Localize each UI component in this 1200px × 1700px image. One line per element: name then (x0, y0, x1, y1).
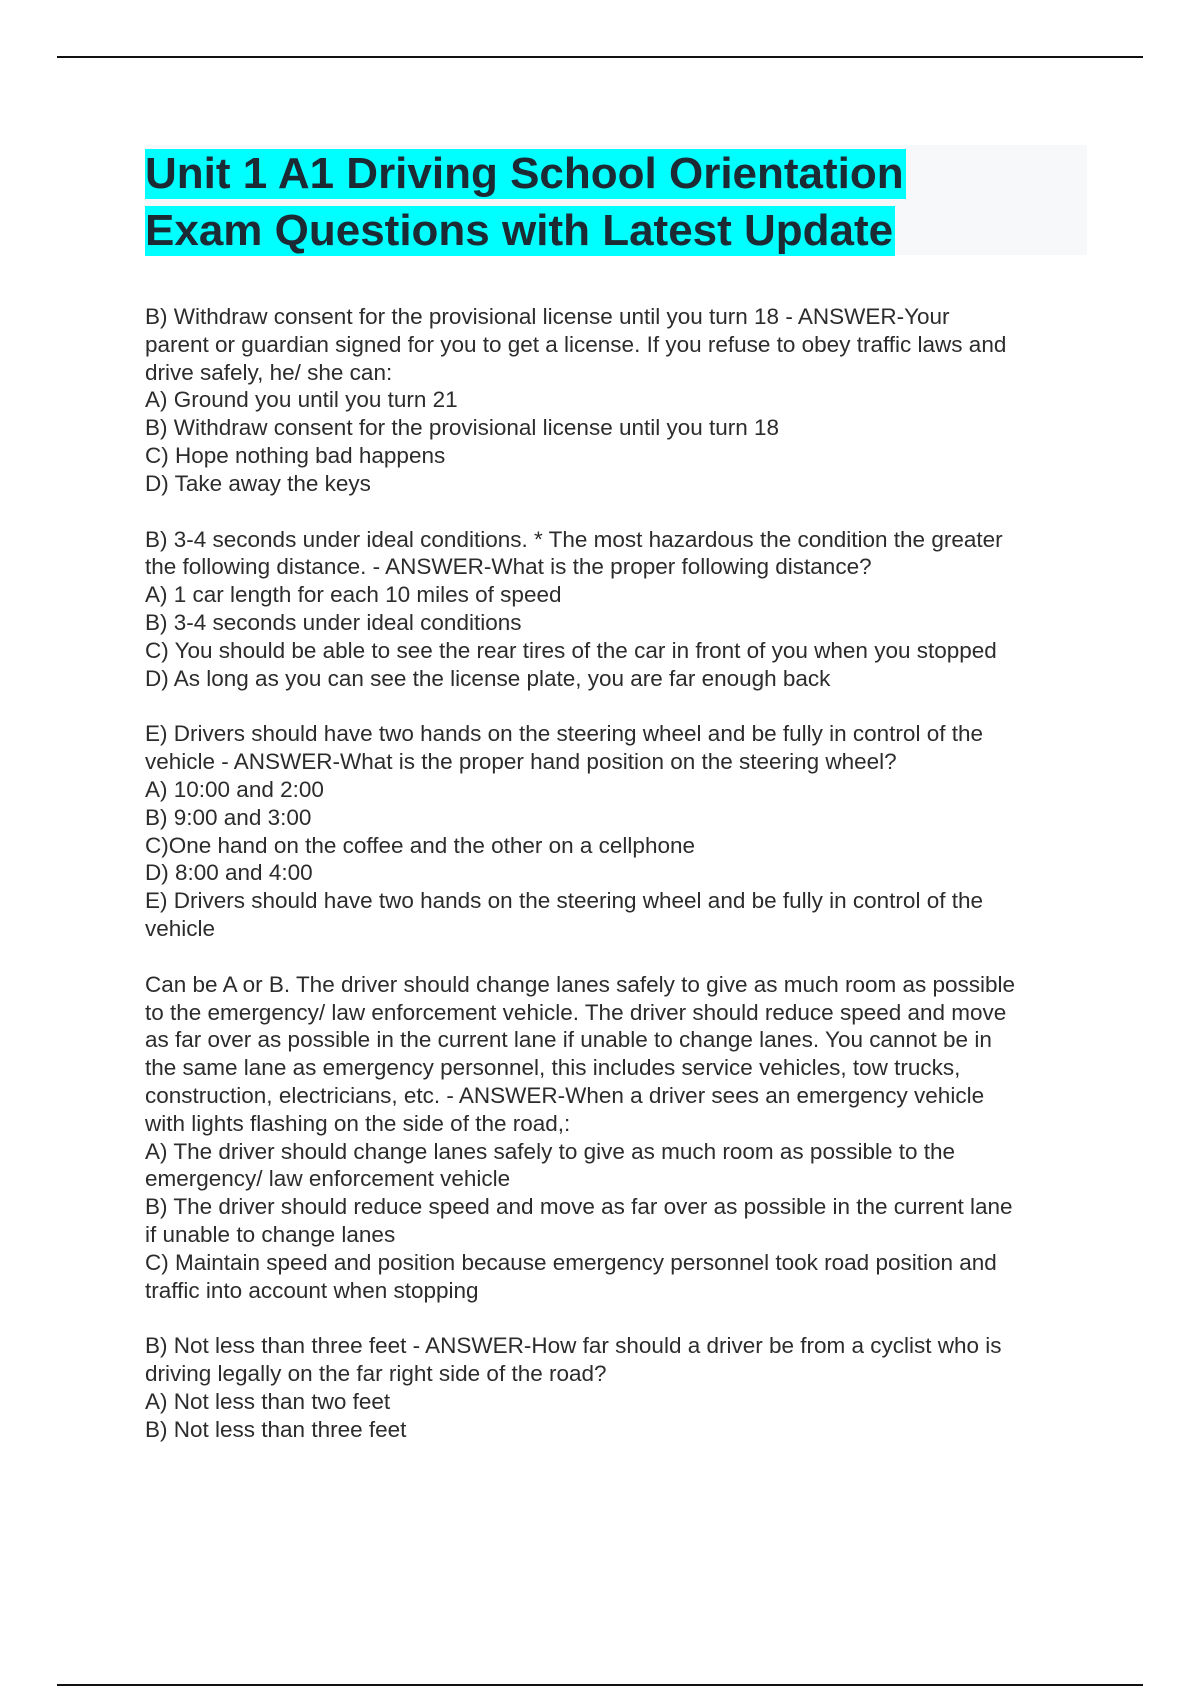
title-block (145, 145, 1087, 255)
qa-text-line: C)One hand on the coffee and the other on a cellphone (145, 832, 695, 858)
qa-text-line: A) 1 car length for each 10 miles of speed (145, 582, 562, 608)
page-title (145, 145, 1087, 259)
qa-text-line: Can be A or B. The driver should change lanes safely to give as much room as possible (145, 971, 1016, 997)
qa-text-line: C) Hope nothing bad happens (145, 442, 446, 468)
qa-text-line: driving legally on the far right side of the road? (145, 1361, 607, 1387)
qa-text-line: to the emergency/ law enforcement vehicle. The driver should reduce speed and move (145, 999, 1007, 1025)
qa-text-line: E) Drivers should have two hands on the steering wheel and be fully in control of the (145, 888, 983, 914)
top-rule (57, 56, 1143, 58)
qa-text-line: D) Take away the keys (145, 470, 371, 496)
qa-text-line: D) As long as you can see the license plate, you are far enough back (145, 665, 831, 691)
qa-text-line: D) 8:00 and 4:00 (145, 860, 313, 886)
qa-text-line: vehicle (145, 915, 216, 941)
qa-text-line: B) Withdraw consent for the provisional license until you turn 18 - ANSWER-Your (145, 304, 950, 329)
qa-text-line: A) Ground you until you turn 21 (145, 387, 458, 413)
qa-text-line: A) Not less than two feet (145, 1388, 391, 1414)
qa-text-line: E) Drivers should have two hands on the steering wheel and be fully in control of the (145, 721, 983, 747)
qa-text-line: B) Not less than three feet - ANSWER-How far should a driver be from a cyclist who is (145, 1333, 1002, 1359)
qa-text-line: with lights flashing on the side of the road,: (145, 1110, 571, 1136)
qa-text-line: B) The driver should reduce speed and move as far over as possible in the current lane (145, 1194, 1013, 1220)
qa-block (145, 526, 1090, 693)
qa-text-line: B) 3-4 seconds under ideal conditions (145, 609, 522, 635)
qa-block (145, 303, 1090, 498)
bottom-rule (57, 1684, 1143, 1686)
qa-text-line: C) Maintain speed and position because emergency personnel took road position and (145, 1249, 997, 1275)
qa-text-line: A) 10:00 and 2:00 (145, 776, 324, 802)
title-line-2: Exam Questions with Latest Update (145, 206, 894, 255)
qa-text-line: A) The driver should change lanes safely to give as much room as possible to the (145, 1138, 956, 1164)
qa-text-line: if unable to change lanes (145, 1221, 396, 1247)
qa-block (145, 1332, 1090, 1443)
qa-text-line: parent or guardian signed for you to get a license. If you refuse to obey traffic laws and (145, 331, 1007, 357)
qa-text-line: vehicle - ANSWER-What is the proper hand position on the steering wheel? (145, 749, 897, 775)
qa-text-line: construction, electricians, etc. - ANSWER-When a driver sees an emergency vehicle (145, 1082, 985, 1108)
qa-text-line: C) You should be able to see the rear tires of the car in front of you when you stopped (145, 637, 997, 663)
qa-text-line: as far over as possible in the current lane if unable to change lanes. You cannot be in (145, 1027, 992, 1053)
qa-text-line: B) 3-4 seconds under ideal conditions. * The most hazardous the condition the greater (145, 526, 1003, 552)
qa-text-line: B) Not less than three feet (145, 1416, 407, 1442)
qa-block (145, 720, 1090, 942)
qa-text-line: traffic into account when stopping (145, 1277, 479, 1303)
title-line-1: Unit 1 A1 Driving School Orientation (145, 149, 904, 198)
qa-block (145, 971, 1090, 1305)
qa-text-line: drive safely, he/ she can: (145, 359, 393, 385)
question-list (145, 303, 1090, 1471)
qa-text-line: B) Withdraw consent for the provisional license until you turn 18 (145, 415, 780, 441)
qa-text-line: the same lane as emergency personnel, this includes service vehicles, tow trucks, (145, 1055, 961, 1081)
qa-text-line: emergency/ law enforcement vehicle (145, 1166, 511, 1192)
qa-text-line: B) 9:00 and 3:00 (145, 804, 312, 830)
qa-text-line: the following distance. - ANSWER-What is the proper following distance? (145, 554, 872, 580)
